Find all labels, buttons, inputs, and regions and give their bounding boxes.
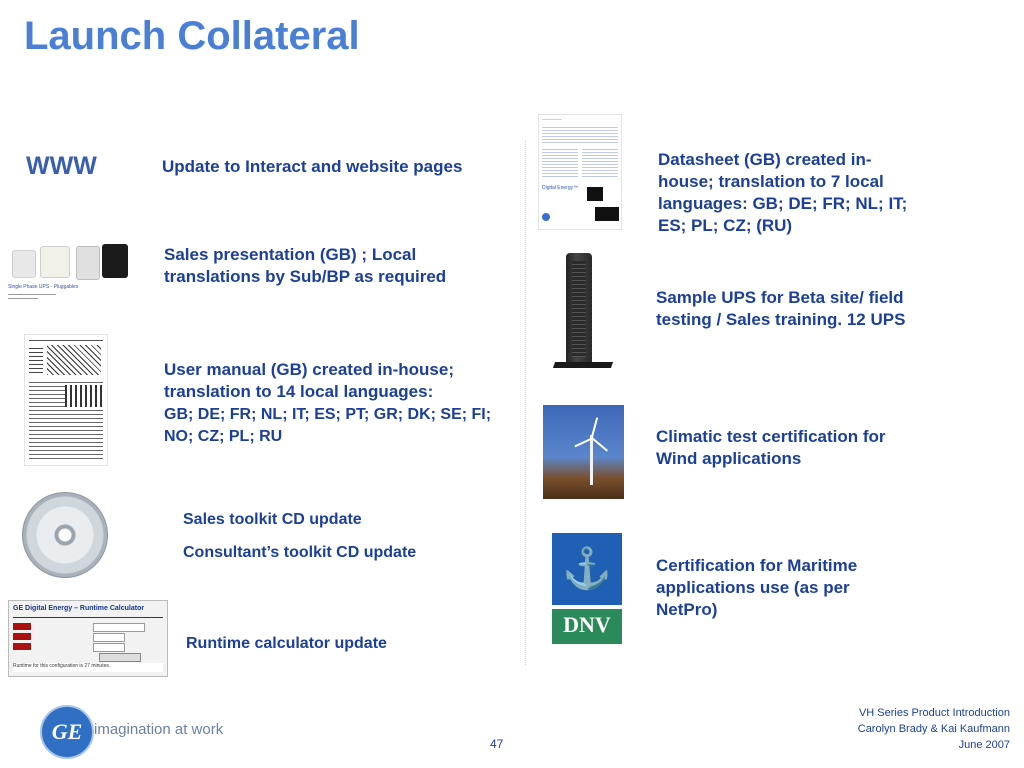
item-maritime-certification: Certification for Maritime applications use (as per NetPro) — [656, 556, 858, 619]
datasheet-ups-image — [587, 187, 603, 201]
ups-image-black — [102, 244, 128, 278]
footer-line-1: VH Series Product Introduction — [858, 707, 1010, 719]
calculator-title: GE Digital Energy – Runtime Calculator — [13, 605, 145, 612]
calculator-input — [93, 623, 145, 632]
footer-tagline: imagination at work — [94, 721, 224, 738]
datasheet-thumbnail — [538, 114, 622, 230]
www-label: WWW — [26, 152, 97, 180]
tower-ups-image — [566, 253, 592, 365]
step-badge — [13, 623, 31, 630]
ups-image-white — [40, 246, 70, 278]
user-manual-thumbnail — [24, 334, 108, 466]
item-user-manual-languages: GB; DE; FR; NL; IT; ES; PT; GR; DK; SE; FI; NO; CZ; PL; RU — [164, 406, 492, 445]
manual-diagram — [47, 345, 101, 375]
caption-line — [8, 298, 38, 299]
item-sample-ups: Sample UPS for Beta site/ field testing / Sales training. 12 UPS — [656, 288, 906, 329]
turbine-blade — [591, 417, 598, 437]
slide-title: Launch Collateral — [24, 14, 360, 58]
presentation-thumbnail — [6, 240, 132, 306]
datasheet-text — [582, 147, 618, 177]
item-user-manual: User manual (GB) created in-house; translation to 14 local languages: — [164, 360, 455, 401]
turbine-tower — [590, 435, 593, 485]
datasheet-ups-image — [595, 207, 619, 221]
cd-thumbnail — [22, 492, 108, 578]
ge-mini-logo — [542, 213, 550, 221]
calculator-result: Runtime for this configuration is 27 minutes. — [13, 663, 163, 672]
datasheet-brand: Digital Energy™ — [542, 185, 579, 191]
calculator-rule — [13, 617, 163, 618]
presentation-caption: Single Phase UPS - Pluggables — [8, 284, 79, 290]
manual-text-block — [29, 347, 43, 373]
footer-line-3: June 2007 — [958, 739, 1010, 751]
item-consultant-toolkit: Consultant’s toolkit CD update — [183, 544, 417, 561]
calculator-input — [93, 633, 125, 642]
column-divider — [525, 140, 526, 665]
datasheet-text — [542, 147, 578, 177]
item-sales-toolkit: Sales toolkit CD update — [183, 511, 362, 528]
turbine-blade — [591, 437, 608, 451]
wind-turbine-image — [543, 405, 624, 499]
ups-vent-grille — [572, 261, 586, 357]
ups-base — [553, 362, 613, 368]
item-datasheet: Datasheet (GB) created in-house; translation to 7 local languages: GB; DE; FR; NL; IT; ES; PL; CZ; (RU) — [658, 150, 908, 235]
anchor-icon: ⚓ — [562, 547, 612, 591]
step-badge — [13, 643, 31, 650]
ups-image-white-small — [12, 250, 36, 278]
ge-logo — [40, 705, 94, 759]
runtime-calculator-thumbnail — [8, 600, 168, 677]
step-badge — [13, 633, 31, 640]
manual-diagram — [65, 385, 103, 407]
calculator-input — [93, 643, 125, 652]
item-wind-certification: Climatic test certification for Wind applications — [656, 427, 886, 468]
manual-line — [29, 340, 103, 341]
calculate-button — [99, 653, 141, 662]
datasheet-text — [542, 125, 618, 143]
caption-line — [8, 294, 56, 295]
page-number: 47 — [490, 737, 504, 751]
item-runtime-calculator: Runtime calculator update — [186, 635, 387, 652]
datasheet-line — [542, 119, 562, 120]
dnv-logo: DNV — [552, 609, 622, 644]
maritime-anchor-logo — [552, 533, 622, 605]
item-website-update: Update to Interact and website pages — [162, 157, 463, 176]
ups-image-grey — [76, 246, 100, 280]
footer-line-2: Carolyn Brady & Kai Kaufmann — [857, 723, 1010, 735]
ge-logo-text: GE — [51, 719, 83, 744]
item-sales-presentation: Sales presentation (GB) ; Local translations by Sub/BP as required — [164, 245, 447, 286]
